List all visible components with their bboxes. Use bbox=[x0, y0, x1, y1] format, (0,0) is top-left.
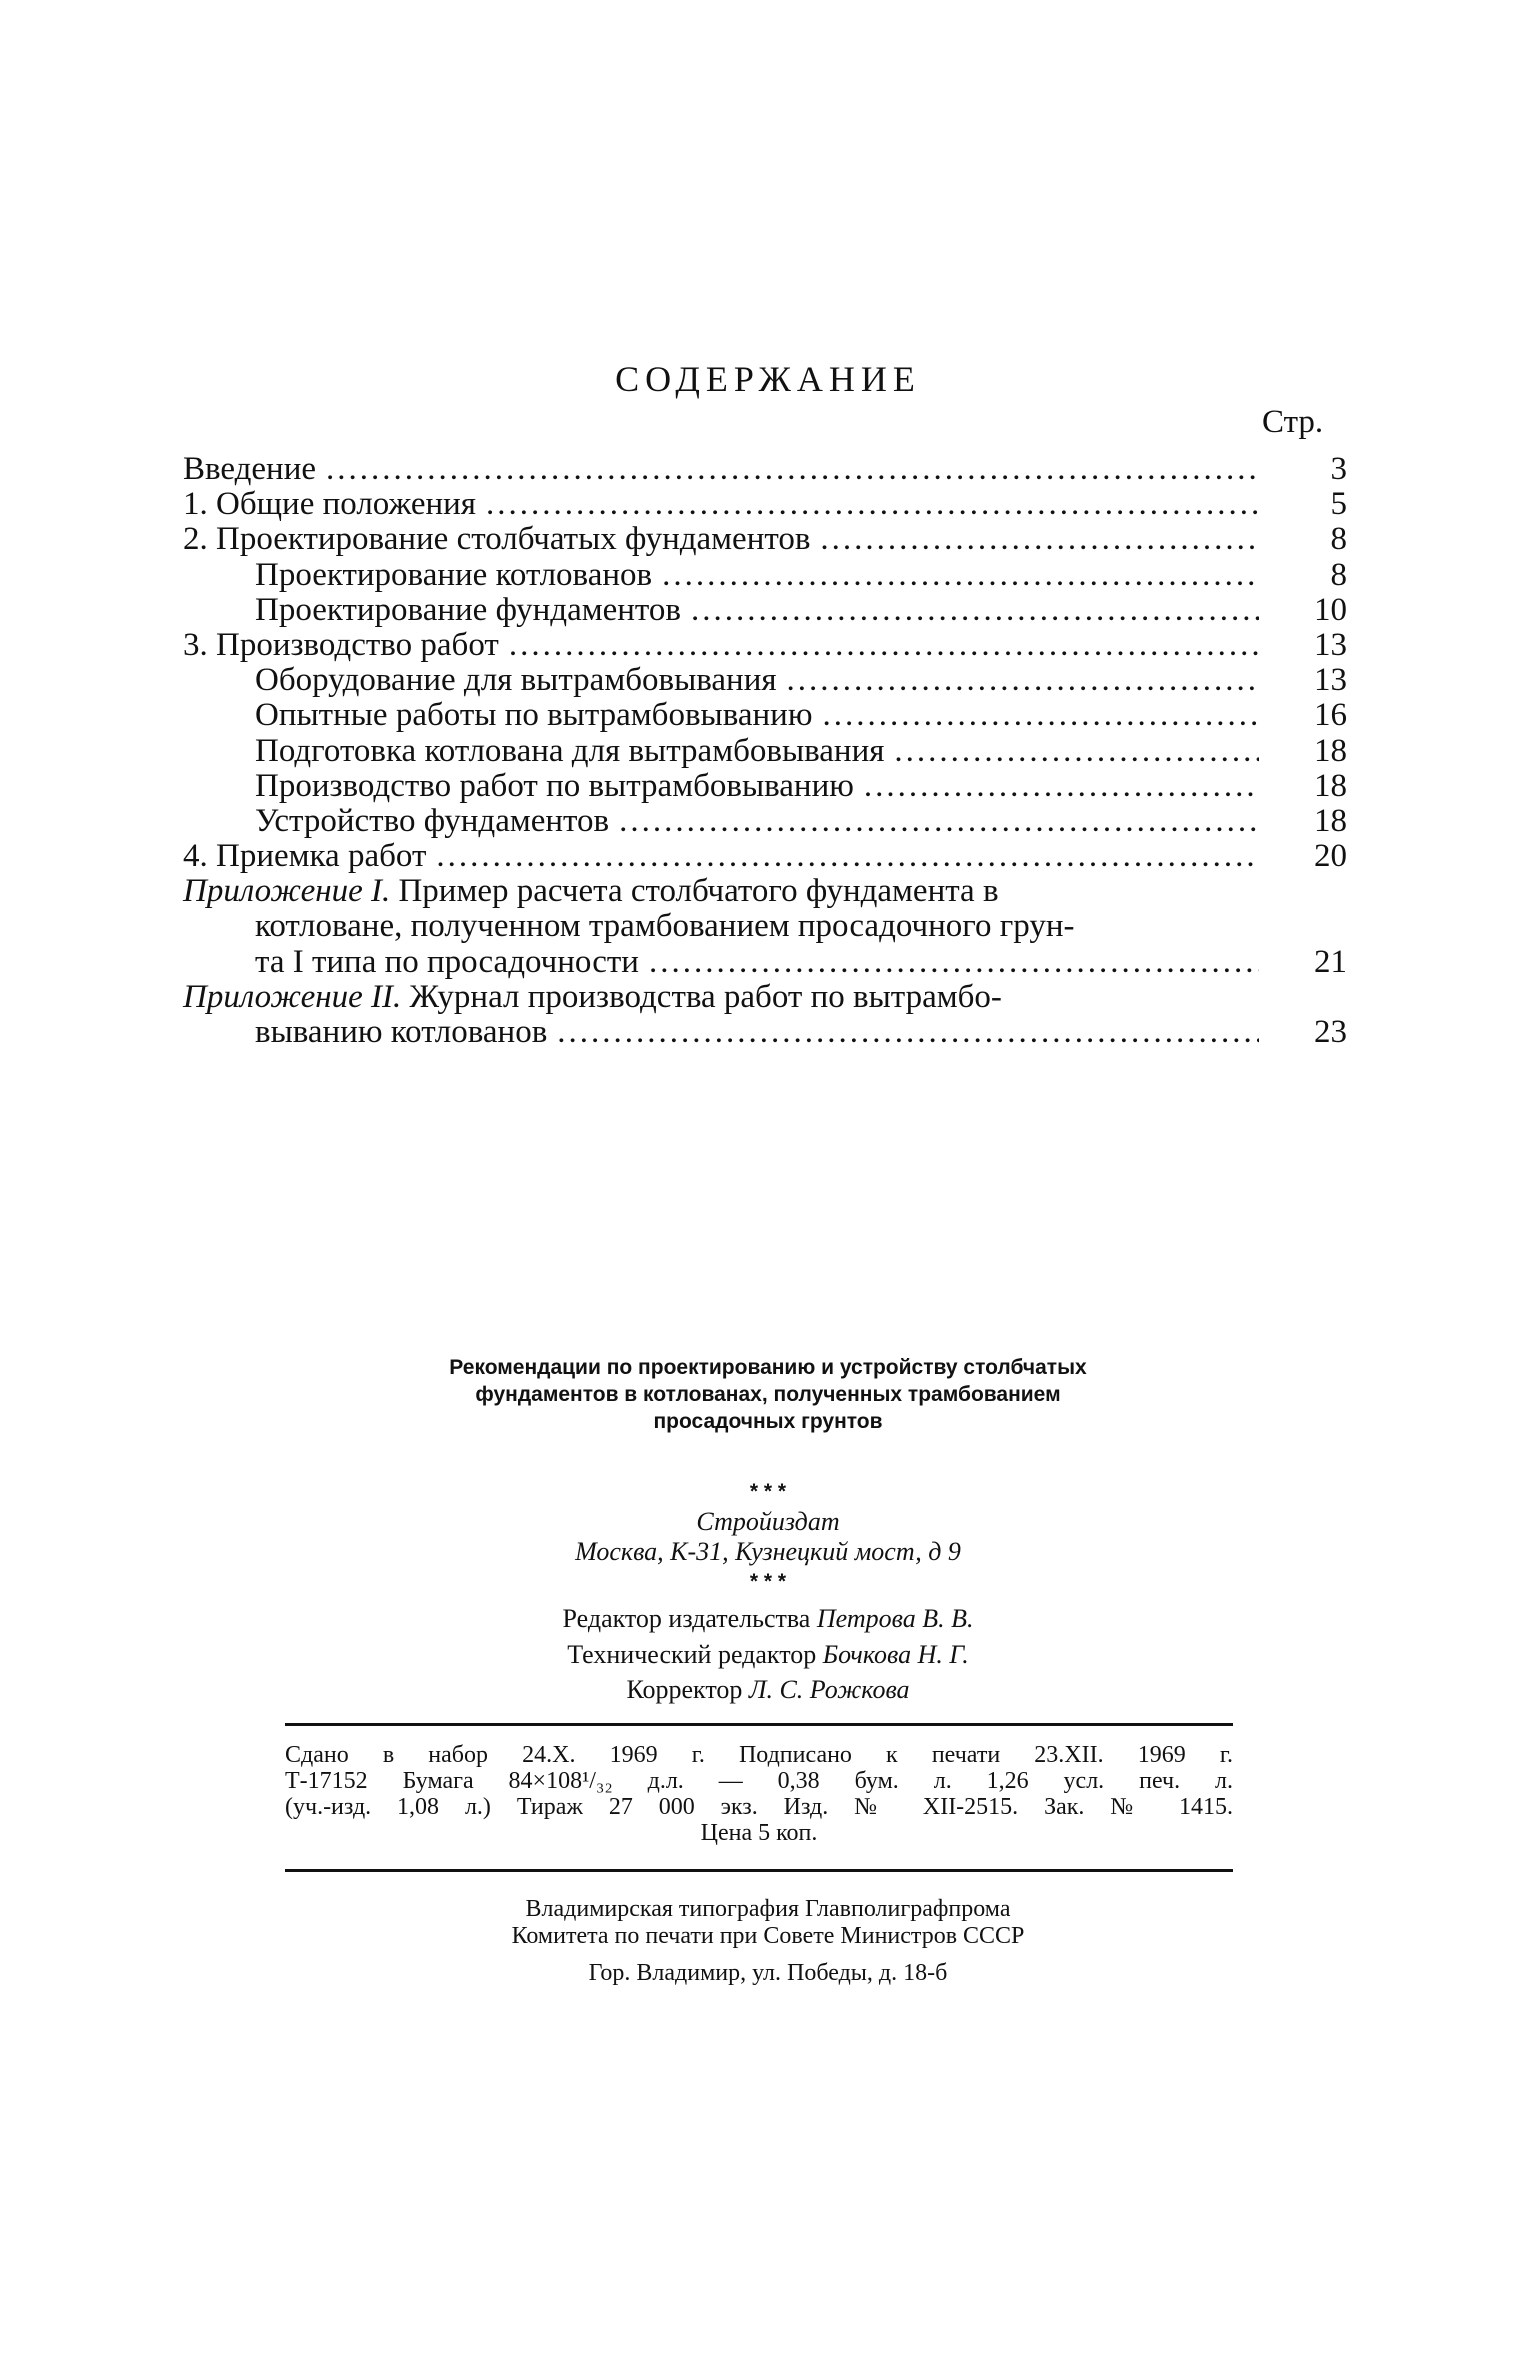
appendix-text: Журнал производства работ по вытрамбо- bbox=[409, 978, 1002, 1015]
toc-entry bbox=[183, 698, 1347, 733]
divider bbox=[285, 1723, 1233, 1726]
dot-leader bbox=[662, 558, 1259, 593]
toc-page: 3 bbox=[1330, 451, 1347, 487]
toc-appendix-1-end bbox=[183, 945, 1347, 980]
tech-editor-line bbox=[0, 1640, 1536, 1670]
toc-entry bbox=[183, 769, 1347, 804]
toc-appendix-1-cont bbox=[183, 909, 1347, 944]
toc-entry-text: Опытные работы по вытрамбовыванию bbox=[255, 697, 813, 734]
appendix-label: Приложение I. bbox=[183, 873, 391, 910]
toc-entry bbox=[183, 628, 1347, 663]
toc-entry bbox=[183, 487, 1347, 522]
label: Технический редактор bbox=[567, 1640, 817, 1669]
toc-appendix-2-end bbox=[183, 1015, 1347, 1050]
toc-entry bbox=[183, 558, 1347, 593]
label: Корректор bbox=[626, 1675, 743, 1704]
separator-stars: * * * bbox=[749, 1480, 787, 1503]
colophon-title-line: фундаментов в котлованах, полученных трамбованием bbox=[475, 1383, 1061, 1406]
toc-entry-text: Введение bbox=[183, 451, 317, 487]
colophon-title-line: Рекомендации по проектированию и устройству столбчатых bbox=[449, 1356, 1087, 1379]
price: Цена 5 коп. bbox=[700, 1820, 818, 1846]
label: Редактор издательства bbox=[562, 1604, 811, 1633]
printer-address: Гор. Владимир, ул. Победы, д. 18-б bbox=[588, 1960, 948, 1986]
toc-entry-text: Подготовка котлована для вытрамбовывания bbox=[255, 732, 885, 769]
toc-entry bbox=[183, 839, 1347, 874]
page-column-header: Стр. bbox=[1262, 404, 1324, 440]
toc-page: 16 bbox=[1314, 697, 1347, 734]
toc-title: СОДЕРЖАНИЕ bbox=[615, 359, 921, 399]
toc-entry bbox=[183, 734, 1347, 769]
dot-leader bbox=[557, 1015, 1259, 1050]
dot-leader bbox=[691, 593, 1259, 628]
colophon-title-line: просадочных грунтов bbox=[653, 1410, 883, 1433]
dot-leader bbox=[894, 734, 1259, 769]
divider bbox=[285, 1869, 1233, 1872]
dot-leader bbox=[649, 945, 1259, 980]
toc-page: 5 bbox=[1330, 486, 1347, 523]
toc-appendix-1 bbox=[183, 874, 1347, 909]
dot-leader bbox=[823, 698, 1260, 733]
toc-page: 21 bbox=[1314, 943, 1347, 980]
table-of-contents bbox=[183, 452, 1347, 1050]
toc-page: 23 bbox=[1314, 1014, 1347, 1050]
separator-stars: * * * bbox=[749, 1570, 787, 1593]
dot-leader bbox=[787, 663, 1259, 698]
toc-entry bbox=[183, 452, 1347, 487]
appendix-label: Приложение II. bbox=[183, 978, 402, 1015]
toc-entry-text: Проектирование фундаментов bbox=[255, 591, 681, 628]
dot-leader bbox=[326, 452, 1259, 487]
toc-entry-text: 2. Проектирование столбчатых фундаментов bbox=[183, 521, 811, 558]
imprint-line: Сдано в набор 24.X. 1969 г. Подписано к печати 23.XII. 1969 г. bbox=[285, 1742, 1233, 1768]
corrector-line bbox=[0, 1675, 1536, 1705]
dot-leader bbox=[436, 839, 1259, 874]
toc-page: 8 bbox=[1330, 556, 1347, 593]
publisher-address: Москва, К-31, Кузнецкий мост, д 9 bbox=[575, 1537, 961, 1566]
imprint bbox=[285, 1742, 1233, 1846]
dot-leader bbox=[864, 769, 1259, 804]
toc-page: 18 bbox=[1314, 802, 1347, 839]
toc-page: 10 bbox=[1314, 591, 1347, 628]
toc-entry-text: 4. Приемка работ bbox=[183, 838, 427, 875]
toc-page: 8 bbox=[1330, 521, 1347, 558]
toc-entry-text: 3. Производство работ bbox=[183, 626, 499, 663]
editor-line bbox=[0, 1604, 1536, 1634]
toc-page: 18 bbox=[1314, 732, 1347, 769]
toc-entry bbox=[183, 663, 1347, 698]
toc-page: 20 bbox=[1314, 838, 1347, 875]
printer-line: Владимирская типография Главполиграфпрома bbox=[525, 1896, 1011, 1922]
tech-editor-name: Бочкова Н. Г. bbox=[822, 1640, 969, 1669]
toc-entry-text: Проектирование котлованов bbox=[255, 556, 653, 593]
appendix-text: выванию котлованов bbox=[255, 1014, 548, 1050]
imprint-line: Т-17152 Бумага 84×108¹/₃₂ д.л. — 0,38 бум. л. 1,26 усл. печ. л. bbox=[285, 1768, 1233, 1794]
appendix-text: Пример расчета столбчатого фундамента в bbox=[398, 873, 999, 910]
toc-entry bbox=[183, 522, 1347, 557]
toc-entry-text: Оборудование для вытрамбовывания bbox=[255, 662, 777, 699]
corrector-name: Л. С. Рожкова bbox=[748, 1675, 910, 1704]
toc-entry-text: 1. Общие положения bbox=[183, 486, 476, 523]
colophon-title bbox=[0, 1354, 1536, 1435]
appendix-text: та I типа по просадочности bbox=[255, 943, 639, 980]
printer-info bbox=[0, 1896, 1536, 1987]
toc-page: 13 bbox=[1314, 662, 1347, 699]
publisher: Стройиздат bbox=[696, 1507, 840, 1536]
toc-page: 13 bbox=[1314, 626, 1347, 663]
appendix-text: котловане, полученном трамбованием просадочного грун- bbox=[255, 908, 1075, 945]
dot-leader bbox=[820, 522, 1259, 557]
toc-appendix-2 bbox=[183, 980, 1347, 1015]
toc-page: 18 bbox=[1314, 767, 1347, 804]
toc-entry-text: Устройство фундаментов bbox=[255, 802, 610, 839]
toc-entry-text: Производство работ по вытрамбовыванию bbox=[255, 767, 854, 804]
printer-line: Комитета по печати при Совете Министров СССР bbox=[511, 1923, 1025, 1949]
dot-leader bbox=[486, 487, 1259, 522]
toc-entry bbox=[183, 593, 1347, 628]
dot-leader bbox=[509, 628, 1259, 663]
imprint-line: (уч.-изд. 1,08 л.) Тираж 27 000 экз. Изд. № XII-2515. Зак. № 1415. bbox=[285, 1794, 1233, 1820]
dot-leader bbox=[619, 804, 1259, 839]
editor-name: Петрова В. В. bbox=[816, 1604, 974, 1633]
toc-entry bbox=[183, 804, 1347, 839]
